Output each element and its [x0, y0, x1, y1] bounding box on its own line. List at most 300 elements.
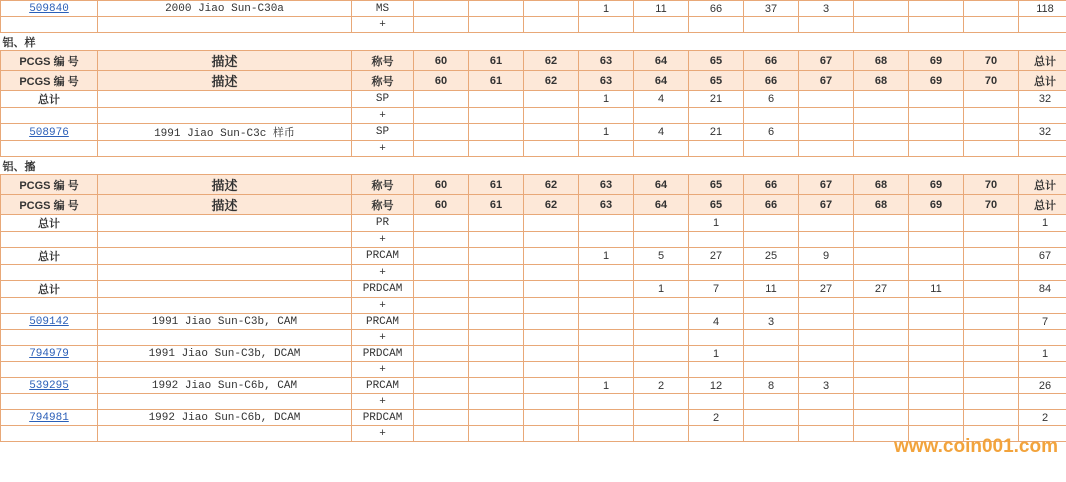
- count-68: [854, 346, 909, 362]
- count-66: [744, 215, 799, 232]
- count-62: [524, 91, 579, 108]
- count-62: [524, 215, 579, 232]
- count-65: 1: [689, 346, 744, 362]
- count-60: [414, 215, 469, 232]
- grade-cell: PR: [352, 215, 414, 232]
- count-61: [469, 215, 524, 232]
- plus-marker: +: [352, 265, 414, 281]
- count-70: [964, 248, 1019, 265]
- count-61: [469, 91, 524, 108]
- count-64: [634, 314, 689, 330]
- header-grade: 称号: [352, 71, 414, 91]
- count-67: [799, 410, 854, 426]
- spacer-cell: [469, 298, 524, 314]
- count-61: [469, 124, 524, 141]
- spacer-cell: [689, 362, 744, 378]
- spacer-cell: [1019, 141, 1066, 157]
- plus-marker: +: [352, 298, 414, 314]
- spacer-cell: [744, 330, 799, 346]
- count-66: 11: [744, 281, 799, 298]
- header-total: 总计: [1019, 175, 1066, 195]
- table-row-plus: [1, 17, 1066, 33]
- header-description: 描述: [98, 51, 352, 71]
- description-cell: [98, 215, 352, 232]
- count-64: 5: [634, 248, 689, 265]
- count-62: [524, 314, 579, 330]
- spacer-cell: [744, 394, 799, 410]
- spacer-cell: [964, 298, 1019, 314]
- description-cell: 1991 Jiao Sun-C3c 样币: [98, 124, 352, 141]
- table-row: [1, 248, 1066, 265]
- spacer-cell: [799, 232, 854, 248]
- header-66: 66: [744, 195, 799, 215]
- count-63: 1: [579, 1, 634, 17]
- header-65: 65: [689, 51, 744, 71]
- row-label-total: 总计: [1, 281, 98, 298]
- section-title: 铝、搐: [1, 157, 98, 175]
- header-64: 64: [634, 175, 689, 195]
- header-total: 总计: [1019, 195, 1066, 215]
- table-row-plus: [1, 330, 1066, 346]
- spacer-cell: [1, 426, 98, 442]
- count-65: 12: [689, 378, 744, 394]
- count-68: [854, 410, 909, 426]
- spacer-cell: [799, 265, 854, 281]
- spacer-cell: [854, 426, 909, 442]
- count-69: [909, 248, 964, 265]
- spacer-cell: [1019, 108, 1066, 124]
- spacer-cell: [744, 298, 799, 314]
- count-69: [909, 314, 964, 330]
- header-description: 描述: [98, 195, 352, 215]
- count-63: 1: [579, 248, 634, 265]
- plus-marker: +: [352, 362, 414, 378]
- spacer-cell: [634, 394, 689, 410]
- header-65: 65: [689, 71, 744, 91]
- pcgs-number-cell[interactable]: [1, 1, 98, 17]
- spacer-cell: [98, 362, 352, 378]
- count-69: [909, 91, 964, 108]
- spacer-cell: [579, 330, 634, 346]
- spacer-cell: [524, 426, 579, 442]
- spacer-cell: [634, 362, 689, 378]
- grade-cell: PRDCAM: [352, 281, 414, 298]
- header-70: 70: [964, 51, 1019, 71]
- header-68: 68: [854, 175, 909, 195]
- spacer-cell: [579, 426, 634, 442]
- count-68: [854, 1, 909, 17]
- count-65: 7: [689, 281, 744, 298]
- header-61: 61: [469, 51, 524, 71]
- spacer-cell: [1019, 232, 1066, 248]
- header-68: 68: [854, 51, 909, 71]
- spacer-cell: [689, 394, 744, 410]
- count-68: [854, 91, 909, 108]
- grade-cell: PRCAM: [352, 378, 414, 394]
- spacer-cell: [689, 108, 744, 124]
- spacer-cell: [964, 426, 1019, 442]
- spacer-cell: [909, 141, 964, 157]
- header-60: 60: [414, 51, 469, 71]
- spacer-cell: [1, 298, 98, 314]
- table-row: [1, 410, 1066, 426]
- header-63: 63: [579, 51, 634, 71]
- spacer-cell: [414, 330, 469, 346]
- spacer-cell: [964, 17, 1019, 33]
- count-62: [524, 410, 579, 426]
- spacer-cell: [1, 232, 98, 248]
- description-cell: 2000 Jiao Sun-C30a: [98, 1, 352, 17]
- table-row-plus: [1, 141, 1066, 157]
- spacer-cell: [524, 362, 579, 378]
- pcgs-number-cell[interactable]: [1, 346, 98, 362]
- header-62: 62: [524, 51, 579, 71]
- spacer-cell: [689, 426, 744, 442]
- spacer-cell: [909, 362, 964, 378]
- count-65: 21: [689, 91, 744, 108]
- count-65: 27: [689, 248, 744, 265]
- count-60: [414, 378, 469, 394]
- count-66: [744, 410, 799, 426]
- spacer-cell: [524, 265, 579, 281]
- header-69: 69: [909, 175, 964, 195]
- spacer-cell: [414, 426, 469, 442]
- spacer-cell: [414, 362, 469, 378]
- spacer-cell: [579, 108, 634, 124]
- header-67: 67: [799, 51, 854, 71]
- table-row-plus: [1, 108, 1066, 124]
- table-row-plus: [1, 232, 1066, 248]
- header-65: 65: [689, 175, 744, 195]
- spacer-cell: [98, 426, 352, 442]
- header-61: 61: [469, 71, 524, 91]
- spacer-cell: [854, 232, 909, 248]
- spacer-cell: [414, 232, 469, 248]
- spacer-cell: [98, 141, 352, 157]
- header-69: 69: [909, 71, 964, 91]
- count-63: [579, 281, 634, 298]
- spacer-cell: [1019, 426, 1066, 442]
- count-60: [414, 91, 469, 108]
- count-63: 1: [579, 124, 634, 141]
- spacer-cell: [854, 330, 909, 346]
- count-63: [579, 314, 634, 330]
- spacer-cell: [414, 17, 469, 33]
- header-pcgs: PCGS 编 号: [1, 175, 98, 195]
- table-row-plus: [1, 394, 1066, 410]
- spacer-cell: [909, 394, 964, 410]
- spacer-cell: [579, 394, 634, 410]
- spacer-cell: [524, 17, 579, 33]
- plus-marker: +: [352, 330, 414, 346]
- spacer-cell: [964, 141, 1019, 157]
- table-header-row: [1, 71, 1066, 91]
- table-row: [1, 281, 1066, 298]
- header-67: 67: [799, 71, 854, 91]
- table-row: [1, 346, 1066, 362]
- count-64: [634, 346, 689, 362]
- spacer-cell: [964, 108, 1019, 124]
- description-cell: [98, 281, 352, 298]
- spacer-cell: [524, 232, 579, 248]
- spacer-cell: [799, 141, 854, 157]
- count-69: [909, 378, 964, 394]
- row-total: 84: [1019, 281, 1066, 298]
- count-70: [964, 378, 1019, 394]
- header-68: 68: [854, 195, 909, 215]
- section-title: 铝、样: [1, 33, 98, 51]
- spacer-cell: [854, 17, 909, 33]
- header-66: 66: [744, 51, 799, 71]
- count-64: 2: [634, 378, 689, 394]
- count-65: 1: [689, 215, 744, 232]
- plus-marker: +: [352, 232, 414, 248]
- spacer-cell: [98, 232, 352, 248]
- table-row: [1, 314, 1066, 330]
- count-64: 1: [634, 281, 689, 298]
- row-total: 1: [1019, 346, 1066, 362]
- count-70: [964, 215, 1019, 232]
- spacer-cell: [524, 330, 579, 346]
- grade-cell: SP: [352, 91, 414, 108]
- header-63: 63: [579, 71, 634, 91]
- header-60: 60: [414, 195, 469, 215]
- count-60: [414, 1, 469, 17]
- count-66: 6: [744, 124, 799, 141]
- header-62: 62: [524, 175, 579, 195]
- spacer-cell: [964, 330, 1019, 346]
- count-63: 1: [579, 378, 634, 394]
- count-70: [964, 1, 1019, 17]
- header-69: 69: [909, 51, 964, 71]
- header-68: 68: [854, 71, 909, 91]
- spacer-cell: [799, 426, 854, 442]
- pcgs-number-link[interactable]: 539295: [29, 380, 69, 392]
- spacer-cell: [98, 394, 352, 410]
- plus-marker: +: [352, 394, 414, 410]
- header-61: 61: [469, 175, 524, 195]
- count-61: [469, 314, 524, 330]
- plus-marker: +: [352, 426, 414, 442]
- spacer-cell: [634, 141, 689, 157]
- spacer-cell: [744, 17, 799, 33]
- pcgs-number-link[interactable]: 509142: [29, 316, 69, 328]
- plus-marker: +: [352, 17, 414, 33]
- count-61: [469, 1, 524, 17]
- count-69: [909, 1, 964, 17]
- count-60: [414, 346, 469, 362]
- spacer-cell: [634, 108, 689, 124]
- spacer-cell: [98, 298, 352, 314]
- table-row: [1, 91, 1066, 108]
- count-70: [964, 314, 1019, 330]
- count-66: 37: [744, 1, 799, 17]
- count-62: [524, 124, 579, 141]
- header-description: 描述: [98, 71, 352, 91]
- spacer-cell: [579, 298, 634, 314]
- table-header-row: [1, 175, 1066, 195]
- pcgs-number-link[interactable]: 794981: [29, 412, 69, 424]
- table-row: [1, 378, 1066, 394]
- spacer-cell: [414, 298, 469, 314]
- spacer-cell: [854, 141, 909, 157]
- header-70: 70: [964, 71, 1019, 91]
- header-description: 描述: [98, 175, 352, 195]
- spacer-cell: [854, 394, 909, 410]
- count-65: 66: [689, 1, 744, 17]
- description-cell: 1992 Jiao Sun-C6b, DCAM: [98, 410, 352, 426]
- header-61: 61: [469, 195, 524, 215]
- header-70: 70: [964, 195, 1019, 215]
- count-60: [414, 314, 469, 330]
- table-row: [1, 1, 1066, 17]
- header-63: 63: [579, 175, 634, 195]
- spacer-cell: [469, 394, 524, 410]
- spacer-cell: [469, 108, 524, 124]
- count-67: 3: [799, 378, 854, 394]
- pcgs-number-cell[interactable]: [1, 124, 98, 141]
- spacer-cell: [744, 426, 799, 442]
- spacer-cell: [689, 298, 744, 314]
- pcgs-number-link[interactable]: 794979: [29, 348, 69, 360]
- header-60: 60: [414, 175, 469, 195]
- header-62: 62: [524, 195, 579, 215]
- count-63: [579, 410, 634, 426]
- spacer-cell: [909, 330, 964, 346]
- count-66: 6: [744, 91, 799, 108]
- spacer-cell: [964, 394, 1019, 410]
- spacer-cell: [98, 17, 352, 33]
- header-grade: 称号: [352, 195, 414, 215]
- spacer-cell: [469, 232, 524, 248]
- spacer-cell: [579, 265, 634, 281]
- spacer-cell: [1019, 298, 1066, 314]
- row-total: 32: [1019, 91, 1066, 108]
- count-70: [964, 124, 1019, 141]
- count-61: [469, 281, 524, 298]
- table-row: [1, 124, 1066, 141]
- spacer-cell: [634, 265, 689, 281]
- row-total: 32: [1019, 124, 1066, 141]
- spacer-cell: [1, 362, 98, 378]
- section-title-row: [1, 33, 1066, 51]
- spacer-cell: [854, 362, 909, 378]
- spacer-cell: [579, 362, 634, 378]
- row-total: 7: [1019, 314, 1066, 330]
- section-title-spacer: [98, 157, 1066, 175]
- spacer-cell: [579, 141, 634, 157]
- count-65: 2: [689, 410, 744, 426]
- grade-cell: MS: [352, 1, 414, 17]
- header-67: 67: [799, 175, 854, 195]
- header-grade: 称号: [352, 175, 414, 195]
- description-cell: 1991 Jiao Sun-C3b, DCAM: [98, 346, 352, 362]
- count-68: [854, 124, 909, 141]
- spacer-cell: [524, 394, 579, 410]
- pcgs-number-cell[interactable]: [1, 410, 98, 426]
- description-cell: [98, 91, 352, 108]
- count-68: [854, 378, 909, 394]
- spacer-cell: [634, 298, 689, 314]
- table-row-plus: [1, 298, 1066, 314]
- count-62: [524, 281, 579, 298]
- count-68: [854, 215, 909, 232]
- count-69: [909, 410, 964, 426]
- count-62: [524, 248, 579, 265]
- spacer-cell: [1019, 17, 1066, 33]
- count-66: 25: [744, 248, 799, 265]
- spacer-cell: [524, 141, 579, 157]
- spacer-cell: [964, 362, 1019, 378]
- spacer-cell: [469, 17, 524, 33]
- count-70: [964, 410, 1019, 426]
- spacer-cell: [414, 141, 469, 157]
- spacer-cell: [1019, 265, 1066, 281]
- description-cell: 1991 Jiao Sun-C3b, CAM: [98, 314, 352, 330]
- spacer-cell: [634, 232, 689, 248]
- spacer-cell: [909, 298, 964, 314]
- count-61: [469, 410, 524, 426]
- count-68: [854, 248, 909, 265]
- spacer-cell: [744, 108, 799, 124]
- spacer-cell: [579, 17, 634, 33]
- pcgs-number-link[interactable]: 509840: [29, 3, 69, 15]
- count-67: [799, 346, 854, 362]
- pcgs-number-link[interactable]: 508976: [29, 126, 69, 139]
- spacer-cell: [689, 232, 744, 248]
- count-67: [799, 314, 854, 330]
- header-63: 63: [579, 195, 634, 215]
- spacer-cell: [689, 265, 744, 281]
- count-60: [414, 281, 469, 298]
- count-68: 27: [854, 281, 909, 298]
- spacer-cell: [799, 298, 854, 314]
- count-61: [469, 378, 524, 394]
- row-total: 67: [1019, 248, 1066, 265]
- spacer-cell: [469, 330, 524, 346]
- count-60: [414, 124, 469, 141]
- description-cell: 1992 Jiao Sun-C6b, CAM: [98, 378, 352, 394]
- count-69: [909, 346, 964, 362]
- header-66: 66: [744, 175, 799, 195]
- spacer-cell: [854, 298, 909, 314]
- count-67: 3: [799, 1, 854, 17]
- spacer-cell: [524, 298, 579, 314]
- spacer-cell: [98, 330, 352, 346]
- spacer-cell: [909, 265, 964, 281]
- pcgs-number-cell[interactable]: [1, 314, 98, 330]
- count-67: [799, 91, 854, 108]
- spacer-cell: [98, 265, 352, 281]
- site-watermark: www.coin001.com: [893, 436, 1058, 457]
- grade-cell: SP: [352, 124, 414, 141]
- spacer-cell: [469, 141, 524, 157]
- count-63: 1: [579, 91, 634, 108]
- spacer-cell: [689, 17, 744, 33]
- header-70: 70: [964, 175, 1019, 195]
- count-66: 3: [744, 314, 799, 330]
- spacer-cell: [414, 108, 469, 124]
- spacer-cell: [1, 108, 98, 124]
- spacer-cell: [414, 265, 469, 281]
- spacer-cell: [799, 362, 854, 378]
- pcgs-number-cell[interactable]: [1, 378, 98, 394]
- spacer-cell: [1, 330, 98, 346]
- header-60: 60: [414, 71, 469, 91]
- table-row-plus: [1, 426, 1066, 442]
- row-total: 1: [1019, 215, 1066, 232]
- count-67: [799, 124, 854, 141]
